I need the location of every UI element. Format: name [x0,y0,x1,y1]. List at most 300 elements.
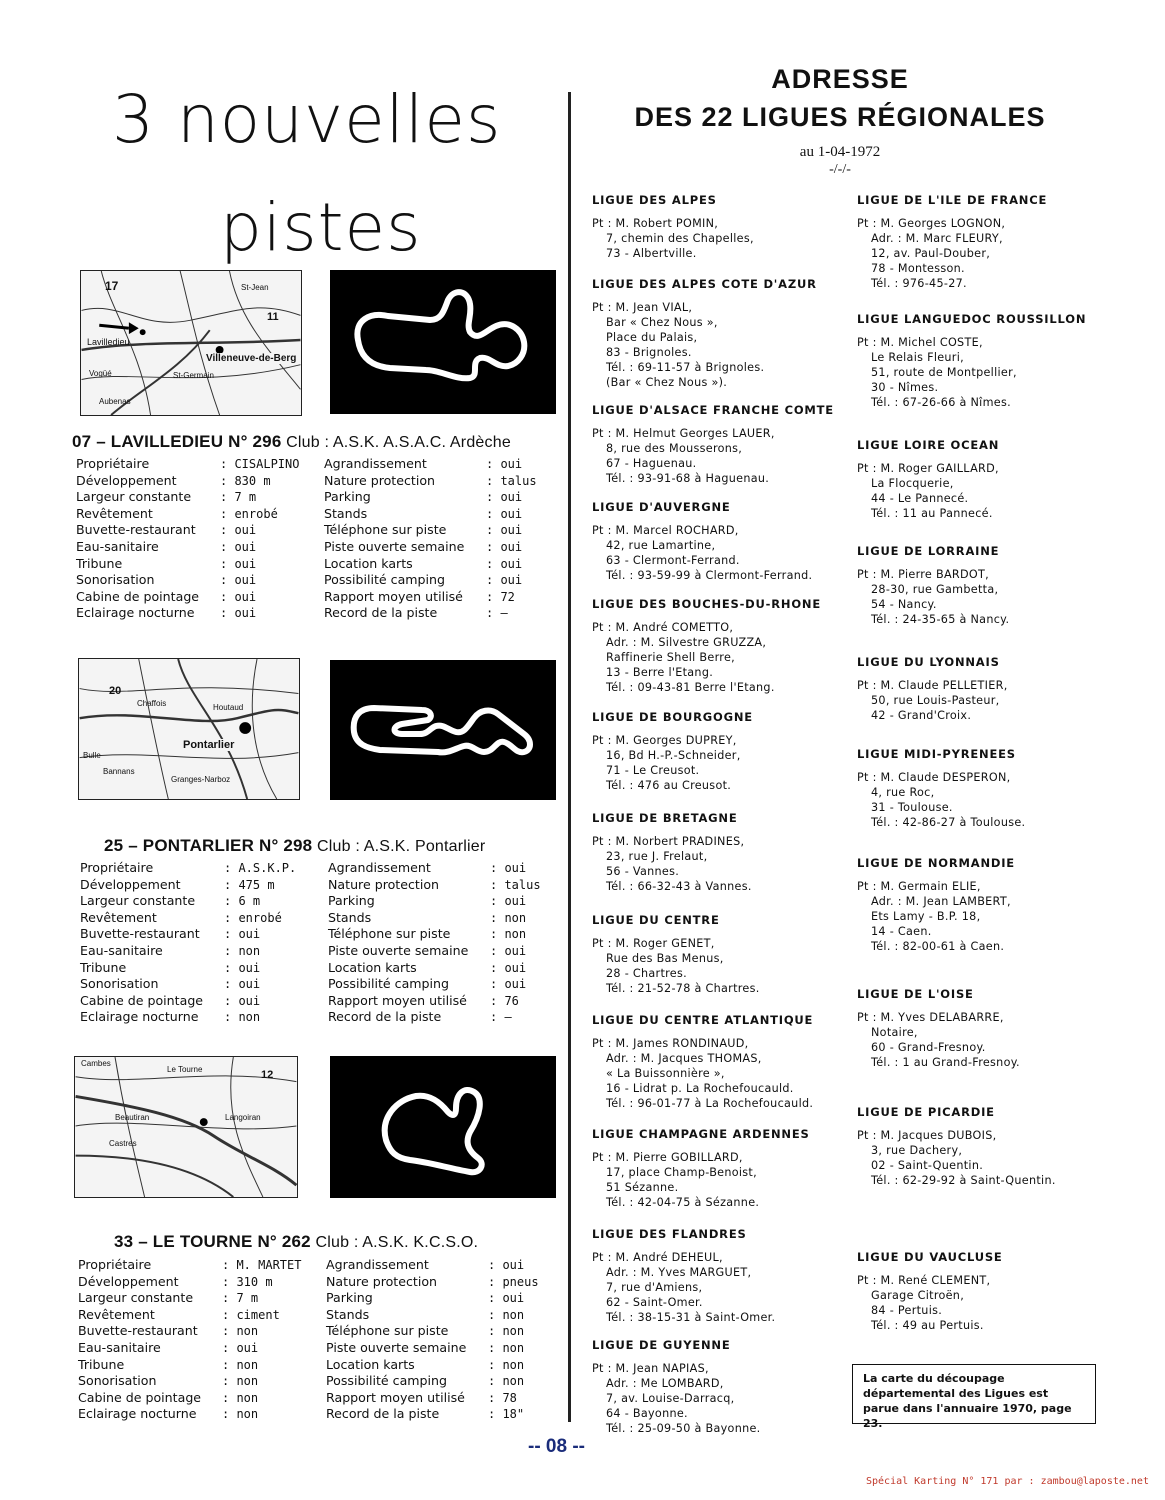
spec-row [324,572,537,589]
ligue-name: LIGUE DES FLANDRES [592,1227,747,1241]
spec-row [326,1340,539,1357]
addresses-separator: -/-/- [829,162,851,177]
ligue-address-line: 51, route de Montpellier, [871,366,1017,379]
spec-row [76,456,299,473]
ligue-address-line: Pt : M. Pierre BARDOT, [857,568,989,581]
ligue-address-line: Tél. : 62-29-92 à Saint-Quentin. [871,1174,1056,1187]
ligue-address-line: Adr. : M. Yves MARGUET, [606,1266,752,1279]
spec-label: Eclairage nocturne [80,1009,199,1025]
map-label: Pontarlier [183,739,235,751]
spec-label: Parking [326,1290,373,1306]
ligue-address-line: Tél. : 1 au Grand-Fresnoy. [871,1056,1020,1069]
ligue-address-line: Tél. : 42-86-27 à Toulouse. [871,816,1026,829]
map-label: Langoiran [225,1113,261,1122]
spec-row [78,1390,301,1407]
spec-row [76,605,299,622]
spec-row [76,522,299,539]
ligue-address-line: 13 - Berre l'Etang. [606,666,714,679]
ligue-entry [592,710,753,793]
ligue-address-line: Adr. : M. Jacques THOMAS, [606,1052,762,1065]
spec-label: Rapport moyen utilisé [326,1389,465,1405]
spec-value: : — [486,606,508,621]
spec-label: Location karts [324,555,413,571]
spec-row [78,1340,301,1357]
spec-value: : oui [490,977,527,992]
spec-label: Nature protection [328,876,440,892]
ligue-address-line: Pt : M. Pierre GOBILLARD, [592,1151,743,1164]
spec-label: Nature protection [324,472,436,488]
spec-value: : 7 m [220,490,257,505]
ligue-entry [857,312,1086,410]
spec-right-le-tourne [326,1257,539,1423]
ligue-entry [857,438,999,521]
spec-row [76,539,299,556]
spec-value: : oui [486,523,523,538]
ligue-address-line: Pt : M. Norbert PRADINES, [592,835,745,848]
ligue-address-line: Le Relais Fleuri, [871,351,964,364]
spec-label: Développement [80,876,181,892]
ligue-name: LIGUE DE GUYENNE [592,1338,731,1352]
spec-row [76,572,299,589]
ligue-address-line: 4, rue Roc, [871,786,935,799]
spec-value: : oui [224,977,261,992]
spec-label: Possibilité camping [328,976,450,992]
spec-row [328,893,541,910]
spec-row [76,489,299,506]
ligue-address-line: Pt : M. Jean VIAL, [592,301,693,314]
track-club: Club : A.S.K. Pontarlier [317,838,486,855]
ligue-name: LIGUE DES ALPES [592,193,717,207]
map-label: 11 [267,311,279,323]
spec-row [80,960,296,977]
spec-value: : oui [220,523,257,538]
spec-label: Cabine de pointage [76,588,200,604]
column-divider [568,92,571,1422]
title-line2: pistes [220,189,422,266]
spec-label: Buvette-restaurant [80,926,200,942]
map-label: St-Jean [241,283,269,292]
spec-label: Nature protection [326,1273,438,1289]
spec-value: : oui [224,960,261,975]
spec-label: Record de la piste [324,605,438,621]
map-label: Chaffois [137,699,167,708]
spec-label: Rapport moyen utilisé [324,588,463,604]
spec-value: : non [224,1010,261,1025]
ligue-address-line: Pt : M. Roger GAILLARD, [857,462,999,475]
ligue-address-line: 73 - Albertville. [606,247,697,260]
ligue-address-line: 7, chemin des Chapelles, [606,232,754,245]
track-layout-lavilledieu [330,270,556,414]
ligue-address-line: 64 - Bayonne. [606,1407,688,1420]
spec-row [324,456,537,473]
spec-value: : oui [224,927,261,942]
ligue-address-line: 54 - Nancy. [871,598,937,611]
track-drawing [330,270,556,414]
spec-value: : enrobé [220,506,278,521]
spec-value: : 310 m [222,1274,273,1289]
ligue-address-line: Pt : M. Jean NAPIAS, [592,1362,709,1375]
track-title-pontarlier [104,836,485,856]
ligue-name: LIGUE DE LORRAINE [857,544,1000,558]
ligue-address-line: Pt : M. André DEHEUL, [592,1251,723,1264]
spec-value: : non [488,1324,525,1339]
ligue-address-line: Pt : M. Helmut Georges LAUER, [592,427,775,440]
spec-row [80,993,296,1010]
ligue-address-line: Pt : M. Michel COSTE, [857,336,983,349]
spec-row [326,1257,539,1274]
ligue-address-line: Tél. : 38-15-31 à Saint-Omer. [606,1311,776,1324]
map-label: Cambes [81,1059,111,1068]
ligue-address-line: « La Buissonnière », [606,1067,725,1080]
map-label: Lavilledieu [87,337,130,347]
spec-value: : non [488,1374,525,1389]
map-label: Vogüé [89,369,112,378]
spec-value: : 6 m [224,894,261,909]
spec-label: Tribune [76,555,123,571]
ligue-address-line: Pt : M. Georges DUPREY, [592,734,737,747]
ligue-address-line: Tél. : 96-01-77 à La Rochefoucauld. [606,1097,814,1110]
map-label: 12 [261,1069,274,1081]
ligue-address-line: La Flocquerie, [871,477,954,490]
spec-label: Revêtement [78,1306,155,1322]
ligue-address-line: Pt : M. Robert POMIN, [592,217,719,230]
ligue-entry [592,1013,813,1111]
spec-value: : non [488,1357,525,1372]
spec-row [324,539,537,556]
spec-row [328,860,541,877]
spec-row [324,473,537,490]
spec-value: : non [222,1374,259,1389]
ligue-address-line: 23, rue J. Frelaut, [606,850,708,863]
title-line1: 3 nouvelles [112,81,502,158]
ligue-address-line: Tél. : 476 au Creusot. [606,779,732,792]
ligue-address-line: Tél. : 24-35-65 à Nancy. [871,613,1010,626]
track-drawing [330,1056,556,1198]
map-label: Aubenas [99,397,131,406]
spec-value: : oui [490,943,527,958]
ligue-address-line: Adr. : M. Silvestre GRUZZA, [606,636,767,649]
spec-label: Location karts [328,959,417,975]
footer-credit: Spécial Karting N° 171 par : zambou@laposte.net [866,1476,1149,1487]
spec-row [78,1307,301,1324]
spec-value: : A.S.K.P. [224,861,297,875]
spec-row [326,1373,539,1390]
addresses-heading-line2: DES 22 LIGUES RÉGIONALES [634,102,1046,132]
ligue-address-line: 71 - Le Creusot. [606,764,700,777]
spec-label: Buvette-restaurant [78,1323,198,1339]
spec-value: : 78 [488,1390,517,1405]
spec-label: Propriétaire [78,1257,152,1272]
spec-row [326,1307,539,1324]
ligue-address-line: 63 - Clermont-Ferrand. [606,554,740,567]
ligue-address-line: Pt : M. Germain ELIE, [857,880,981,893]
spec-label: Record de la piste [328,1009,442,1025]
ligue-name: LIGUE DU LYONNAIS [857,655,1000,669]
ligue-address-line: 12, av. Paul-Douber, [871,247,991,260]
page-number: -- 08 -- [528,1436,585,1457]
spec-value: : oui [488,1291,525,1306]
spec-value: : 830 m [220,473,271,488]
ligue-entry [592,811,752,894]
ligue-entry [857,987,1020,1070]
ligue-address-line: Adr. : M. Jean LAMBERT, [871,895,1011,908]
ligue-address-line: Tél. : 66-32-43 à Vannes. [606,880,752,893]
spec-row [76,473,299,490]
spec-label: Eau-sanitaire [80,942,163,958]
spec-row [80,943,296,960]
map-label: Bannans [103,767,135,776]
spec-row [78,1290,301,1307]
ligue-address-line: 8, rue des Mousserons, [606,442,743,455]
spec-row [78,1257,301,1274]
spec-label: Stands [328,909,372,925]
spec-row [326,1357,539,1374]
ligue-address-line: Ets Lamy - B.P. 18, [871,910,981,923]
spec-row [326,1290,539,1307]
track-number: 25 – PONTARLIER N° 298 [104,836,313,855]
ligue-address-line: Pt : M. Claude PELLETIER, [857,679,1008,692]
spec-row [78,1323,301,1340]
location-map-lavilledieu [80,270,302,416]
spec-label: Piste ouverte semaine [326,1339,467,1355]
map-label: Villeneuve-de-Berg [206,353,297,364]
spec-label: Stands [324,505,368,521]
ligue-entry [592,403,834,486]
location-map-pontarlier [78,658,300,800]
spec-value: : oui [220,573,257,588]
ligue-entry [857,1105,1056,1188]
ligue-address-line: Tél. : 93-91-68 à Haguenau. [606,472,770,485]
spec-value: : CISALPINO [220,457,300,471]
ligue-address-line: Raffinerie Shell Berre, [606,651,735,664]
spec-row [326,1274,539,1291]
track-layout-pontarlier [330,660,556,800]
ligue-address-line: 42, rue Lamartine, [606,539,716,552]
spec-label: Tribune [78,1356,125,1372]
track-number: 33 – LE TOURNE N° 262 [114,1232,311,1251]
spec-row [78,1373,301,1390]
ligue-address-line: Adr. : M. Marc FLEURY, [871,232,1003,245]
ligue-address-line: Tél. : 09-43-81 Berre l'Etang. [606,681,775,694]
ligue-name: LIGUE D'ALSACE FRANCHE COMTE [592,403,834,417]
spec-value: : — [490,1010,512,1025]
spec-value: : oui [222,1340,259,1355]
spec-label: Location karts [326,1356,415,1372]
spec-label: Eclairage nocturne [78,1406,197,1422]
spec-label: Buvette-restaurant [76,522,196,538]
spec-label: Propriétaire [76,456,150,471]
ligue-address-line: Pt : M. René CLEMENT, [857,1274,991,1287]
ligue-address-line: 56 - Vannes. [606,865,680,878]
ligue-address-line: Pt : M. Roger GENET, [592,937,715,950]
ligue-entry [592,277,817,390]
spec-label: Record de la piste [326,1406,440,1422]
ligue-entry [592,1338,761,1436]
ligue-entry [857,544,1009,627]
map-label: Beautiran [115,1113,150,1122]
spec-value: : pneus [488,1274,539,1289]
spec-row [328,877,541,894]
ligue-address-line: Pt : M. Yves DELABARRE, [857,1011,1004,1024]
spec-label: Tribune [80,959,127,975]
ligue-address-line: Garage Citroën, [871,1289,965,1302]
ligue-entry [592,193,754,261]
ligue-address-line: 84 - Pertuis. [871,1304,943,1317]
spec-label: Cabine de pointage [80,992,204,1008]
map-label: Le Tourne [167,1065,203,1074]
spec-value: : oui [486,539,523,554]
map-label: Granges-Narboz [171,775,231,784]
ligue-entry [592,1127,810,1210]
map-label: 17 [105,279,119,293]
spec-row [78,1357,301,1374]
ligue-address-line: 28-30, rue Gambetta, [871,583,999,596]
spec-row [328,943,541,960]
spec-value: : non [222,1390,259,1405]
ligue-name: LIGUE LANGUEDOC ROUSSILLON [857,312,1087,326]
ligue-address-line: 7, av. Louise-Darracq, [606,1392,735,1405]
ligue-address-line: Pt : M. James RONDINAUD, [592,1037,749,1050]
ligue-entry [592,597,821,695]
ligue-address-line: Pt : M. Marcel ROCHARD, [592,524,739,537]
spec-label: Possibilité camping [324,572,446,588]
ligue-entry [857,856,1015,954]
note-text: La carte du découpage départemental des Ligues est parue dans l'annuaire 1970, page 23. [863,1372,1072,1430]
spec-left-le-tourne [78,1257,301,1423]
spec-label: Largeur constante [78,1290,194,1306]
spec-value: : oui [224,993,261,1008]
spec-value: : non [222,1407,259,1422]
spec-value: : ciment [222,1307,280,1322]
spec-value: : oui [490,960,527,975]
spec-row [76,589,299,606]
spec-label: Propriétaire [80,860,154,875]
spec-row [324,605,537,622]
ligue-address-line: Tél. : 93-59-99 à Clermont-Ferrand. [606,569,813,582]
ligue-entry [857,193,1047,291]
ligue-entry [592,1227,775,1325]
spec-label: Développement [78,1273,179,1289]
spec-value: : oui [486,556,523,571]
ligue-address-line: Adr. : Me LOMBARD, [606,1377,724,1390]
spec-row [324,506,537,523]
spec-label: Agrandissement [324,456,427,471]
spec-value: : talus [486,473,537,488]
ligue-address-line: Pt : M. André COMETTO, [592,621,734,634]
spec-row [328,960,541,977]
addresses-date: au 1-04-1972 [799,144,881,160]
spec-value: : 475 m [224,877,275,892]
spec-value: : 7 m [222,1291,259,1306]
ligue-entry [857,1250,1003,1333]
spec-row [324,489,537,506]
ligue-address-line: Tél. : 42-04-75 à Sézanne. [606,1196,760,1209]
spec-value: : M. MARTET [222,1258,302,1272]
spec-left-lavilledieu [76,456,299,622]
spec-right-lavilledieu [324,456,537,622]
spec-row [328,926,541,943]
track-title-le-tourne [114,1232,478,1252]
spec-row [78,1274,301,1291]
spec-label: Parking [328,893,375,909]
track-club: Club : A.S.K. A.S.A.C. Ardèche [286,434,511,451]
spec-value: : oui [486,506,523,521]
spec-label: Parking [324,489,371,505]
ligue-address-line: Tél. : 25-09-50 à Bayonne. [606,1422,761,1435]
spec-label: Agrandissement [326,1257,429,1272]
spec-value: : non [224,943,261,958]
ligue-address-line: 14 - Caen. [871,925,932,938]
ligue-address-line: Tél. : 11 au Pannecé. [871,507,993,520]
addresses-heading-line1: ADRESSE [771,64,909,94]
spec-label: Stands [326,1306,370,1322]
ligue-address-line: Bar « Chez Nous », [606,316,718,329]
ligue-name: LIGUE D'AUVERGNE [592,500,731,514]
spec-label: Développement [76,472,177,488]
ligue-address-line: Tél. : 976-45-27. [871,277,967,290]
spec-row [326,1406,539,1423]
spec-value: : oui [220,606,257,621]
spec-row [80,893,296,910]
spec-value: : oui [490,861,527,875]
spec-label: Sonorisation [78,1373,157,1389]
ligue-name: LIGUE LOIRE OCEAN [857,438,1000,452]
ligue-address-line: Pt : M. Jacques DUBOIS, [857,1129,997,1142]
ligue-address-line: 28 - Chartres. [606,967,687,980]
ligue-address-line: 44 - Le Pannecé. [871,492,969,505]
map-label: Castres [109,1139,137,1148]
ligue-address-line: 16, Bd H.-P.-Schneider, [606,749,741,762]
ligue-address-line: 02 - Saint-Quentin. [871,1159,984,1172]
spec-row [326,1323,539,1340]
spec-label: Piste ouverte semaine [328,942,469,958]
ligue-address-line: (Bar « Chez Nous »). [606,376,728,389]
spec-row [80,910,296,927]
spec-row [324,556,537,573]
spec-value: : 72 [486,589,515,604]
spec-value: : oui [488,1258,525,1272]
spec-value: : non [490,910,527,925]
ligue-name: LIGUE DE PICARDIE [857,1105,995,1119]
spec-label: Téléphone sur piste [328,926,451,942]
ligue-address-line: Tél. : 82-00-61 à Caen. [871,940,1005,953]
ligue-address-line: 7, rue d'Amiens, [606,1281,703,1294]
ligue-address-line: 60 - Grand-Fresnoy. [871,1041,986,1054]
spec-value: : oui [486,490,523,505]
spec-row [76,556,299,573]
ligue-address-line: Place du Palais, [606,331,698,344]
spec-row [80,877,296,894]
map-label: St-Germain [173,371,214,380]
spec-label: Eclairage nocturne [76,605,195,621]
spec-label: Largeur constante [80,893,196,909]
ligue-name: LIGUE DES ALPES COTE D'AZUR [592,277,817,291]
spec-row [328,1009,541,1026]
ligue-name: LIGUE CHAMPAGNE ARDENNES [592,1127,810,1141]
spec-row [80,926,296,943]
ligue-entry [857,655,1008,723]
spec-row [76,506,299,523]
spec-label: Eau-sanitaire [76,538,159,554]
spec-row [80,860,296,877]
ligue-address-line: 62 - Saint-Omer. [606,1296,703,1309]
spec-row [328,976,541,993]
spec-value: : oui [486,457,523,471]
ligue-address-line: Notaire, [871,1026,918,1039]
spec-label: Revêtement [76,505,153,521]
ligue-address-line: Rue des Bas Menus, [606,952,724,965]
spec-value: : non [488,1307,525,1322]
